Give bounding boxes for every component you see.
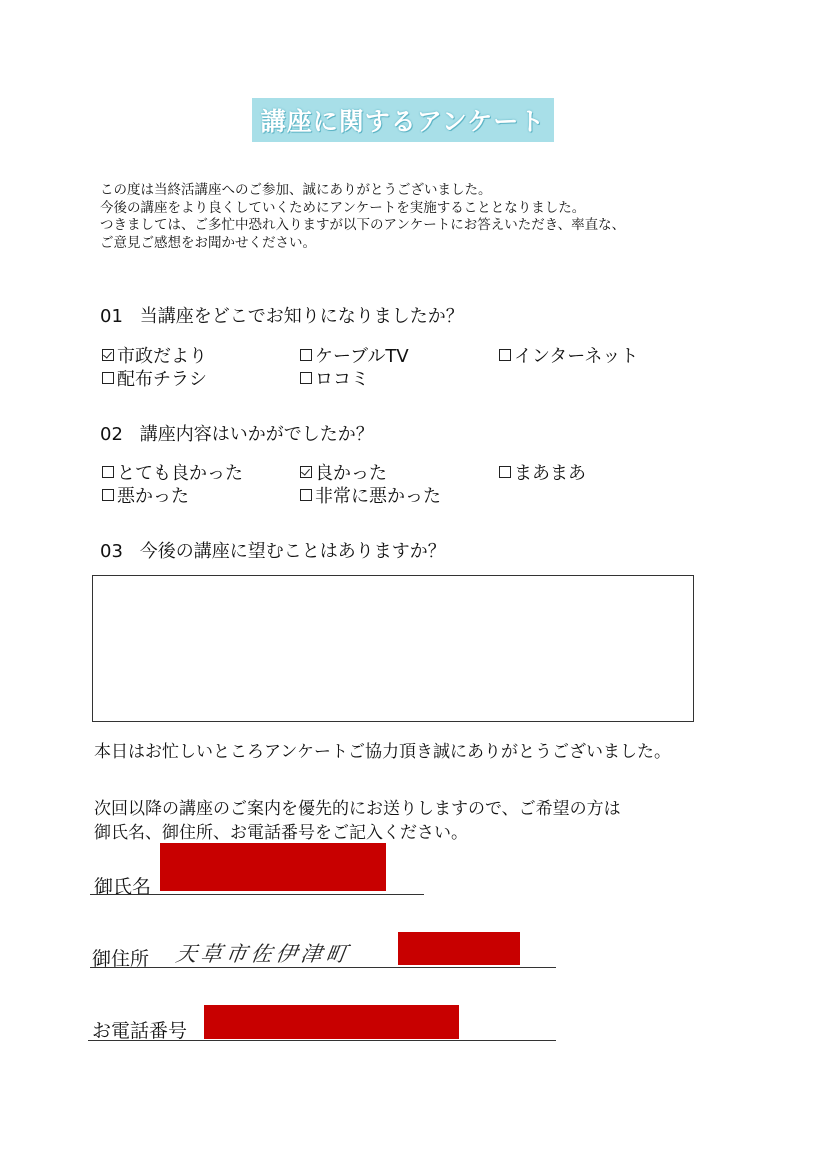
address-underline	[90, 967, 556, 968]
contact-notice	[94, 797, 621, 845]
checkbox-icon[interactable]	[300, 372, 312, 384]
checkbox-icon[interactable]	[499, 466, 511, 478]
checkbox-icon[interactable]	[499, 349, 511, 361]
intro-paragraph	[100, 182, 625, 252]
name-label: 御氏名	[94, 876, 152, 898]
option-label: まあまあ	[514, 463, 586, 484]
address-handwritten-value[interactable]: 天草市佐伊津町	[174, 942, 353, 966]
q2-option-bad[interactable]	[102, 482, 189, 508]
phone-underline	[88, 1040, 556, 1041]
checkbox-icon[interactable]	[300, 489, 312, 501]
question-text: 当講座をどこでお知りになりましたか？	[139, 306, 464, 327]
question-text: 講座内容はいかがでしたか？	[139, 424, 374, 445]
question-number: 03	[100, 541, 123, 562]
checkbox-icon[interactable]	[300, 349, 312, 361]
q2-option-very-bad[interactable]	[300, 482, 441, 508]
redacted-address-block	[398, 932, 520, 965]
intro-line: ご意見ご感想をお聞かせください。	[100, 234, 316, 251]
thanks-message: 本日はお忙しいところアンケートご協力頂き誠にありがとうございました。	[94, 742, 671, 762]
q3-answer-box[interactable]	[92, 575, 694, 722]
intro-line: この度は当終活講座へのご参加、誠にありがとうございました。	[100, 182, 492, 198]
notice-line: 御氏名、御住所、お電話番号をご記入ください。	[94, 823, 468, 843]
option-label: インターネット	[514, 346, 639, 367]
intro-line: 今後の講座をより良くしていくためにアンケートを実施することとなりました。	[100, 199, 586, 216]
question-number: 02	[100, 424, 123, 445]
option-label: 悪かった	[117, 486, 189, 507]
notice-line: 次回以降の講座のご案内を優先的にお送りしますので、ご希望の方は	[94, 799, 621, 819]
question-2	[100, 420, 374, 446]
q2-option-average[interactable]	[499, 459, 586, 485]
question-1	[100, 302, 464, 328]
question-text: 今後の講座に望むことはありますか？	[139, 541, 446, 562]
intro-line: つきましては、ご多忙中恐れ入りますが以下のアンケートにお答えいただき、率直な、	[100, 217, 626, 233]
checkbox-icon[interactable]	[102, 466, 114, 478]
checkbox-icon[interactable]	[102, 372, 114, 384]
checkbox-checked-icon[interactable]	[300, 466, 312, 478]
option-label: とても良かった	[117, 463, 243, 484]
option-label: 良かった	[315, 463, 387, 484]
name-underline	[90, 894, 424, 895]
q1-option-flyer[interactable]	[102, 365, 207, 391]
checkbox-icon[interactable]	[102, 489, 114, 501]
question-3	[100, 537, 446, 563]
address-label: 御住所	[92, 948, 150, 970]
redacted-name-block	[160, 843, 386, 891]
survey-title: 講座に関するアンケート	[260, 107, 546, 136]
option-label: ケーブルTV	[315, 346, 409, 367]
question-number: 01	[100, 306, 123, 327]
q1-option-wordofmouth[interactable]	[300, 365, 369, 391]
checkbox-checked-icon[interactable]	[102, 349, 114, 361]
phone-label: お電話番号	[92, 1020, 188, 1042]
option-label: 市政だより	[117, 346, 207, 367]
option-label: 非常に悪かった	[315, 486, 441, 507]
option-label: 配布チラシ	[117, 369, 207, 390]
redacted-phone-block	[204, 1005, 459, 1039]
q1-option-internet[interactable]	[499, 342, 638, 368]
survey-title-banner	[252, 98, 554, 142]
option-label: ロコミ	[315, 369, 369, 390]
